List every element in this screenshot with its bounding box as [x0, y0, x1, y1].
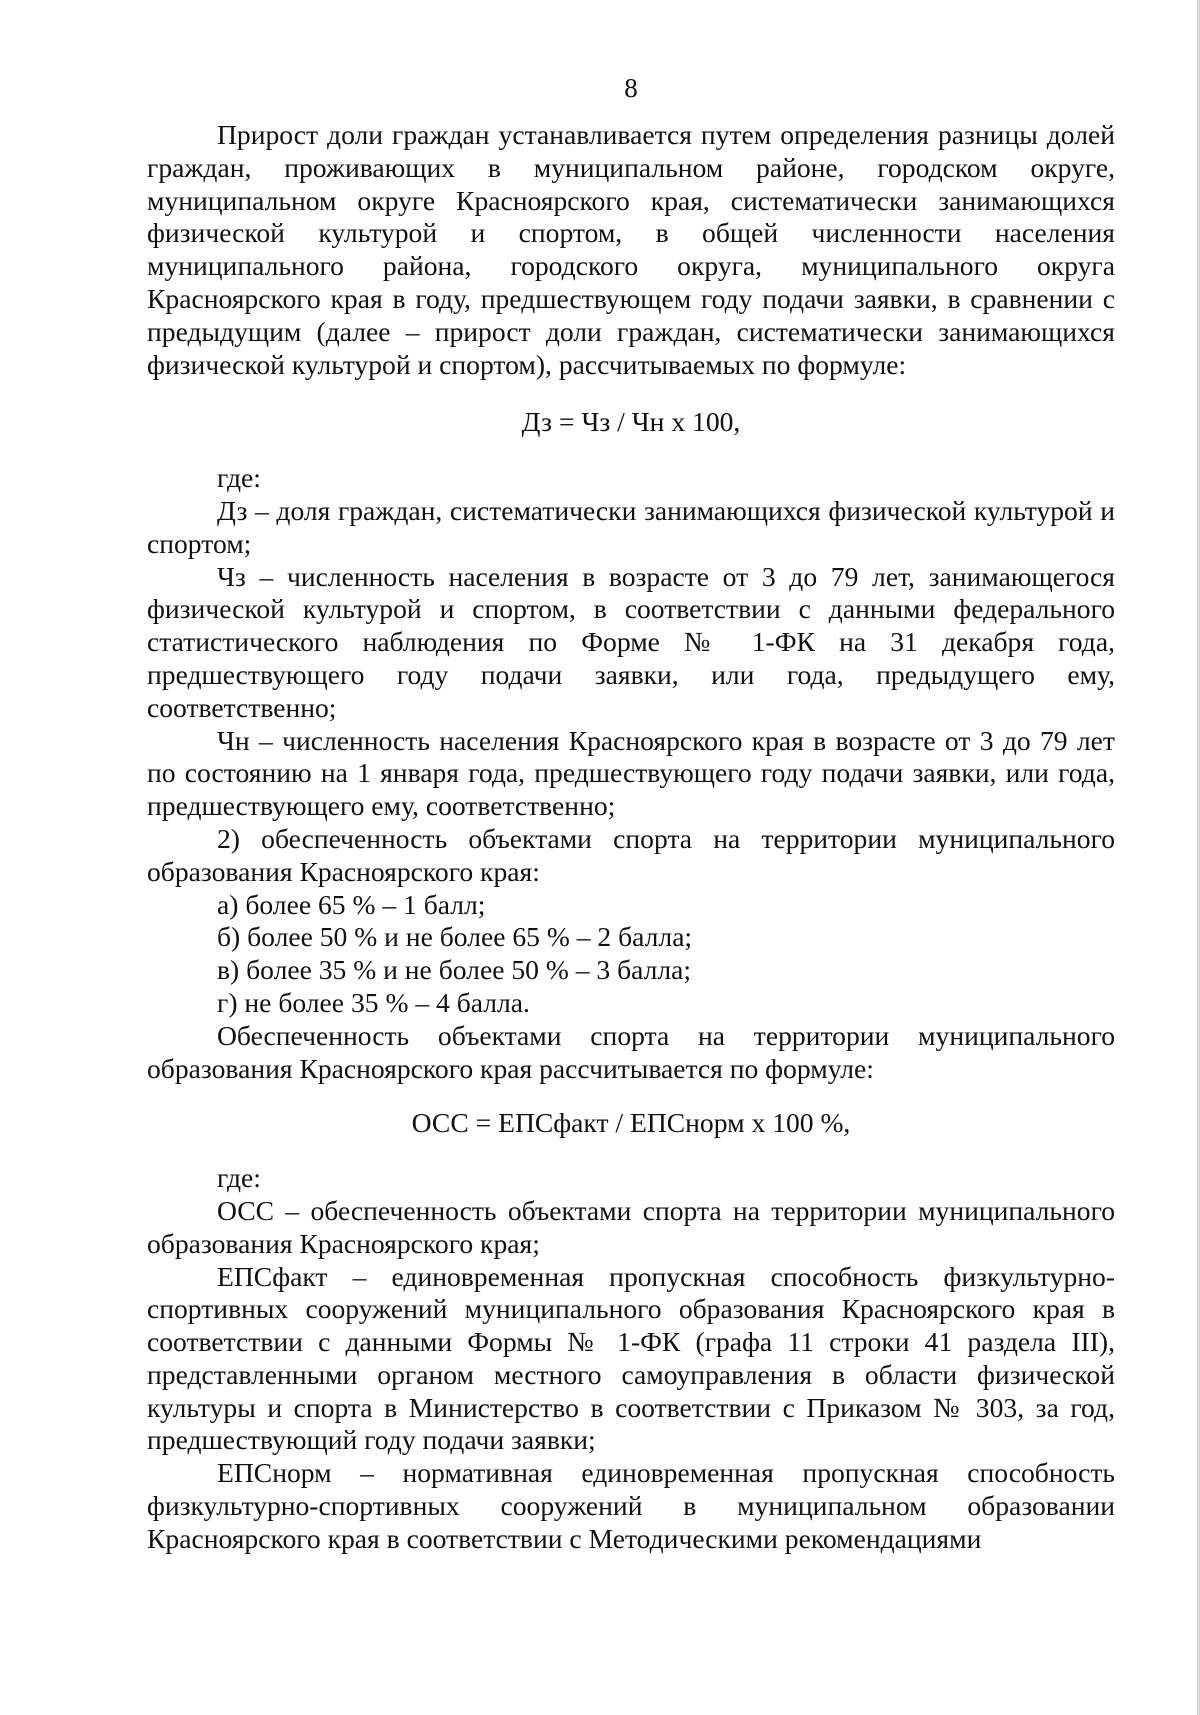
page-number: 8 [624, 73, 638, 103]
criterion-item-2: 2) обеспеченность объектами спорта на территории муниципального образования Красноярского края: [147, 822, 1115, 887]
definition-chz: Чз – численность населения в возрасте от 3 до 79 лет, занимающегося физической культурой и спортом, в соответствии с данными федерального статистического наблюдения по Форме № 1-ФК на 31 декабря года, предшествующего году подачи заявки, или года, предыдущего ему, соответственно; [147, 560, 1115, 723]
option-d: г) не более 35 % – 4 балла. [217, 986, 530, 1018]
option-b: б) более 50 % и не более 65 % – 2 балла; [217, 921, 693, 953]
formula-oss: ОСС = ЕПСфакт / ЕПСнорм х 100 %, [411, 1107, 851, 1139]
formula-share: Дз = Чз / Чн х 100, [521, 406, 741, 438]
definition-eps-fact: ЕПСфакт – единовременная пропускная способность физкультурно-спортивных сооружений муниципального образования Красноярского края в соответствии с данными Формы № 1-ФК (графа 11 строки 41 раздела III), представленными органом местного самоуправления в области физической культуры и спорта в Министерство в соответствии с Приказом № 303, за год, предшествующий году подачи заявки; [147, 1260, 1115, 1456]
document-body [147, 119, 1115, 1556]
definition-chn: Чн – численность населения Красноярского края в возрасте от 3 до 79 лет по состоянию на 1 января года, предшествующего году подачи заявки, или года, предшествующего ему, соответственно; [147, 724, 1115, 822]
definition-dz: Дз – доля граждан, систематически занимающихся физической культурой и спортом; [147, 494, 1115, 559]
definition-oss: ОСС – обеспеченность объектами спорта на территории муниципального образования Красноярского края; [147, 1194, 1115, 1259]
paragraph-oss-intro: Обеспеченность объектами спорта на территории муниципального образования Красноярского края рассчитывается по формуле: [147, 1019, 1115, 1084]
where-label-1: где: [217, 462, 261, 494]
where-label-2: где: [217, 1162, 261, 1194]
option-a: а) более 65 % – 1 балл; [217, 888, 486, 920]
option-c: в) более 35 % и не более 50 % – 3 балла; [217, 954, 692, 986]
paragraph-growth-definition: Прирост доли граждан устанавливается путем определения разницы долей граждан, проживающих в муниципальном районе, городском округе, муниципальном округе Красноярского края, систематически занимающихся физической культурой и спортом, в общей численности населения муниципального района, городского округа, муниципального округа Красноярского края в году, предшествующем году подачи заявки, в сравнении с предыдущим (далее – прирост доли граждан, систематически занимающихся физической культурой и спортом), рассчитываемых по формуле: [147, 119, 1115, 380]
definition-eps-norm: ЕПСнорм – нормативная единовременная пропускная способность физкультурно-спортивных сооружений в муниципальном образовании Красноярского края в соответствии с Методическими рекомендациями [147, 1457, 1115, 1554]
